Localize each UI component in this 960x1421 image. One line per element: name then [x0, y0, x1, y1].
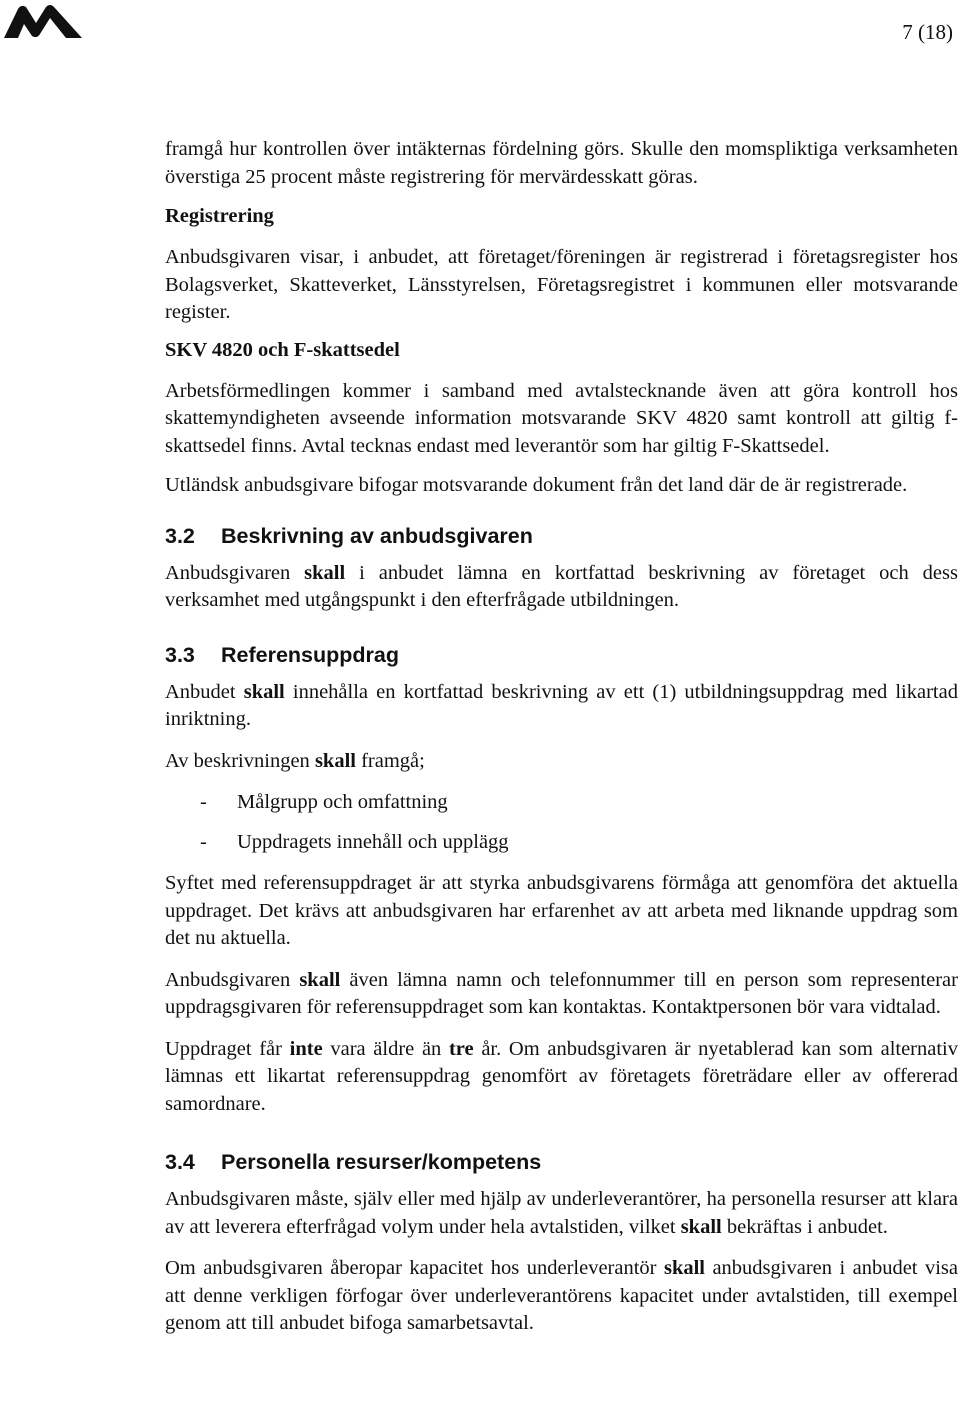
- section-3-3-paragraph-5: Uppdraget får inte vara äldre än tre år. Om anbudsgivaren är nyetablerad kan som alternativ lämnas ett likartat referensuppdrag genomfört av företagets företrädare eller av offererad samordnare.: [165, 1037, 959, 1115]
- requirements-list: [165, 789, 958, 856]
- section-3-3-paragraph-2: Av beskrivningen skall framgå;: [165, 749, 425, 772]
- section-title: Personella resurser/kompetens: [221, 1150, 542, 1174]
- section-3-3-paragraph-3: Syftet med referensuppdraget är att styrka anbudsgivarens förmåga att genomföra det aktuella uppdraget. Det krävs att anbudsgivaren har erfarenhet av att arbeta med liknande uppdrag som det nu aktuella.: [165, 872, 958, 949]
- section-title: Beskrivning av anbudsgivaren: [221, 523, 533, 548]
- section-3-2-heading: [165, 522, 958, 550]
- section-number: 3.4: [165, 1150, 195, 1174]
- skv-heading: SKV 4820 och F-skattsedel: [165, 338, 400, 361]
- list-item: - Uppdragets innehåll och upplägg: [200, 831, 509, 853]
- list-item: - Målgrupp och omfattning: [200, 791, 448, 813]
- section-title: Referensuppdrag: [221, 642, 400, 667]
- section-number: 3.3: [165, 642, 195, 667]
- section-3-3-paragraph-1: Anbudet skall innehålla en kortfattad beskrivning av ett (1) utbildningsuppdrag med likartad inriktning.: [165, 680, 958, 730]
- skv-paragraph-2: Utländsk anbudsgivare bifogar motsvarande dokument från det land där de är registrerade.: [165, 474, 908, 496]
- section-3-3-heading: [165, 641, 958, 669]
- document-body: [165, 136, 958, 1338]
- section-number: 3.2: [165, 523, 195, 548]
- intro-paragraph: framgå hur kontrollen över intäkternas fördelning görs. Skulle den momspliktiga verksamheten överstiga 25 procent måste registrering för mervärdesskatt göras.: [165, 138, 958, 188]
- page-number: 7 (18): [902, 20, 953, 44]
- section-3-4-paragraph-2: Om anbudsgivaren åberopar kapacitet hos underleverantör skall anbudsgivaren i anbudet visa att denne verkligen förfogar över underleverantörens kapacitet under avtalstiden, till exempel genom att till anbudet bifoga samarbetsavtal.: [165, 1257, 958, 1334]
- registrering-heading: Registrering: [165, 205, 274, 227]
- registrering-paragraph: Anbudsgivaren visar, i anbudet, att företaget/föreningen är registrerad i företagsregister hos Bolagsverket, Skatteverket, Länsstyrelsen, Företagsregistret i kommunen eller motsvarande register.: [165, 246, 958, 323]
- agency-logo-icon: [4, 4, 82, 40]
- section-3-3-paragraph-4: Anbudsgivaren skall även lämna namn och telefonnummer till en person som representerar uppdragsgivaren för referensuppdraget som kan kontaktas. Kontaktpersonen bör vara vidtalad.: [165, 968, 958, 1018]
- section-3-2-paragraph: Anbudsgivaren skall i anbudet lämna en kortfattad beskrivning av företaget och dess verksamhet med utgångspunkt i den efterfrågade utbildningen.: [165, 561, 958, 611]
- skv-paragraph-1: Arbetsförmedlingen kommer i samband med avtalstecknande även att göra kontroll hos skattemyndigheten avseende information motsvarande SKV 4820 samt kontroll att giltig f-skattsedel finns. Avtal tecknas endast med leverantör som har giltig F-Skattsedel.: [165, 379, 958, 457]
- section-3-4-heading: [165, 1148, 958, 1176]
- section-3-4-paragraph-1: Anbudsgivaren måste, själv eller med hjälp av underleverantörer, ha personella resurser att klara av att leverera efterfrågad volym under hela avtalstiden, vilket skall bekräftas i anbudet.: [165, 1188, 958, 1238]
